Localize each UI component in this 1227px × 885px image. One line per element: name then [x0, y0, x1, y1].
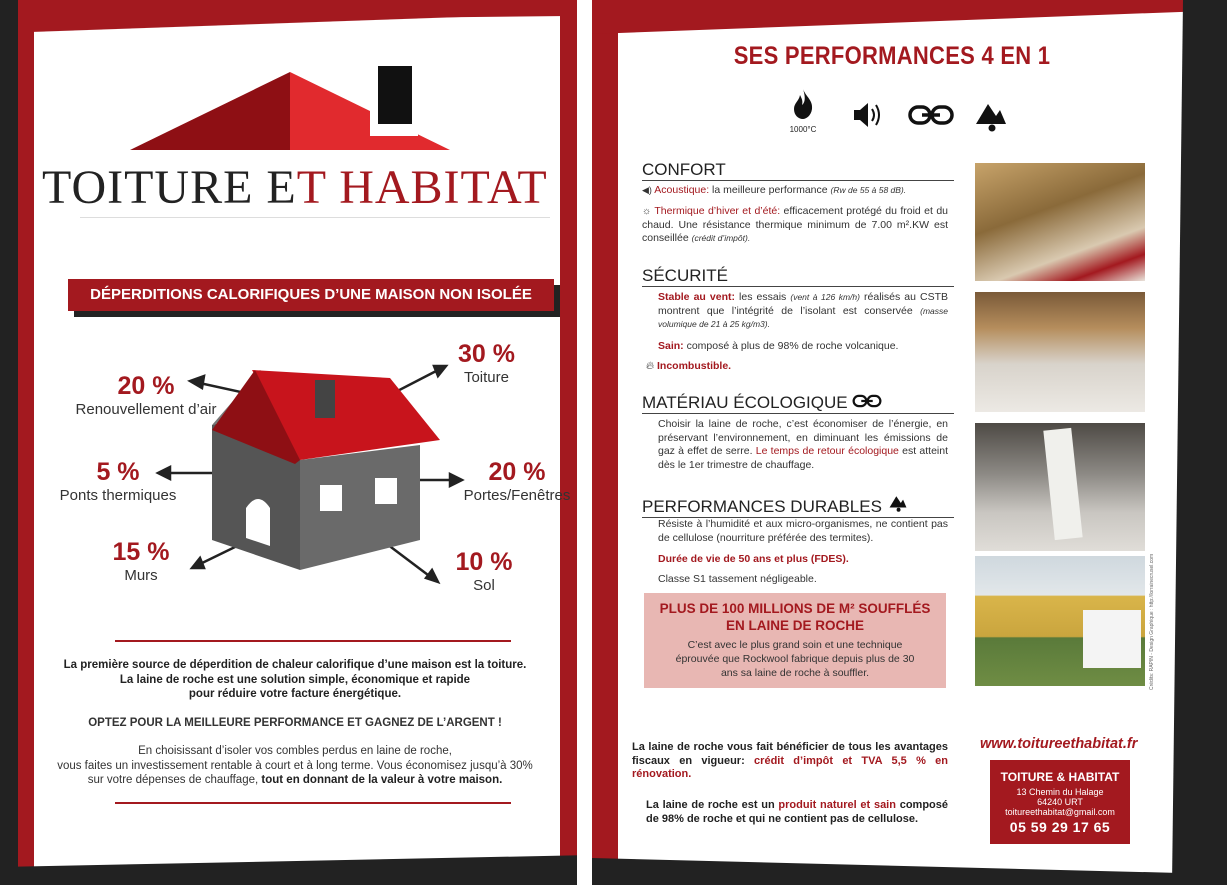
sain-label: Sain: — [658, 340, 684, 352]
stable-note2: (masse volumique de 21 à 25 kg/m3). — [658, 305, 948, 329]
fiscal-text1: La laine de roche vous fait bénéficier de tous les avantages fiscaux en vigueur: — [632, 741, 948, 767]
loss-sol-pct: 10 % — [455, 548, 513, 576]
ecologique-highlight: Le temps de retour écologique — [755, 445, 899, 457]
securite-heading: SÉCURITÉ — [642, 266, 954, 287]
fire-icon-group — [788, 88, 818, 134]
naturel-highlight: produit naturel et sain — [778, 799, 896, 811]
intro-line-1: La première source de déperdition de chaleur calorifique d’une maison est la toiture. — [63, 659, 527, 671]
securite-sain — [658, 340, 948, 354]
acoustique-text: la meilleure performance — [709, 184, 831, 196]
ecologique-text2: est atteint dès le 1er trimestre de chauffage. — [658, 445, 949, 471]
flame-icon — [792, 88, 814, 120]
body-line-2: vous faites un investissement rentable à court et à long terme. Vous économisez jusqu’à 30% — [57, 759, 533, 772]
box-title-line-1: PLUS DE 100 MILLIONS DE M² SOUFFLÉS — [659, 601, 931, 616]
loss-renouvellement-label: Renouvellement d’air — [75, 401, 217, 418]
securite-stable — [658, 291, 948, 332]
fiscal-text — [632, 741, 948, 782]
cta-text: OPTEZ POUR LA MEILLEURE PERFORMANCE ET GAGNEZ DE L’ARGENT ! — [88, 717, 502, 729]
loss-murs-label: Murs — [124, 567, 158, 584]
brand-title-part2: T HABITAT — [296, 161, 548, 214]
van-shape — [1083, 610, 1141, 668]
stable-label: Stable au vent: — [658, 291, 735, 303]
loss-toiture — [458, 340, 515, 386]
stable-text1: les essais — [734, 291, 791, 303]
mountain-icon — [974, 100, 1008, 132]
stable-text2: réalisés au CSTB montrent que l’intégrité de l’isolant est conservée — [658, 291, 949, 317]
sun-snow-icon: ☼ — [642, 206, 652, 217]
right-page-top-frame — [592, 0, 1227, 34]
thermique-note: (crédit d’impôt). — [691, 233, 751, 243]
roof-logo — [130, 60, 450, 156]
left-page — [0, 0, 592, 885]
loss-ponts-pct: 5 % — [96, 458, 140, 486]
chain-link-small-icon — [852, 394, 882, 408]
small-flame-icon: 🔥︎ — [646, 360, 655, 372]
photo-credit: Crédits: RAPIN - Design Graphique : http://lorrainecrusel.com — [1149, 553, 1155, 690]
website-link[interactable]: www.toitureethabitat.fr — [980, 736, 1138, 752]
thermique-label: Thermique d’hiver et d’été: — [654, 205, 781, 217]
intro-line-3: pour réduire votre facture énergétique. — [188, 688, 402, 700]
acoustique-label: Acoustique: — [654, 184, 710, 196]
acoustique-note: (Rw de 55 à 58 dB). — [830, 185, 907, 195]
chain-link-icon — [908, 104, 954, 126]
contact-address-1: 13 Chemin du Halage — [1016, 787, 1104, 797]
contact-address-2: 64240 URT — [1037, 797, 1083, 807]
ecologique-text1: Choisir la laine de roche, c’est économiser de l’énergie, en préservant l’environnement, en diminuant les émissions de gaz à effet de serre. — [658, 418, 948, 457]
house-diagram — [150, 330, 480, 590]
durables-heading — [642, 494, 954, 518]
attic-photo-1 — [975, 163, 1145, 281]
loss-portes-pct: 20 % — [488, 458, 546, 486]
contact-phone[interactable]: 05 59 29 17 65 — [1009, 819, 1111, 835]
confort-acoustique — [642, 184, 948, 198]
rockwool-box — [644, 593, 946, 688]
box-title — [644, 600, 946, 634]
divider-bottom — [115, 802, 511, 804]
bottom-frame — [0, 855, 592, 885]
stable-note1: (vent à 126 km/h) — [790, 292, 860, 302]
title-divider — [80, 217, 550, 218]
brand-title-part1: TOITURE E — [42, 161, 297, 214]
naturel-text — [646, 799, 948, 826]
contact-company: TOITURE & HABITAT — [1000, 770, 1120, 784]
durables-text: Résiste à l’humidité et aux micro-organismes, ne contient pas de cellulose (nourriture préférée des termites). — [658, 518, 948, 544]
loss-portes — [456, 458, 578, 504]
durables-duree: Durée de vie de 50 ans et plus (FDES). — [658, 553, 849, 565]
body-line-1: En choisissant d’isoler vos combles perdus en laine de roche, — [138, 745, 452, 757]
right-page — [592, 0, 1227, 885]
contact-box — [990, 760, 1130, 844]
sain-text: composé à plus de 98% de roche volcanique. — [683, 340, 899, 352]
heat-loss-banner: DÉPERDITIONS CALORIFIQUES D’UNE MAISON NON ISOLÉE — [68, 279, 554, 311]
brand-title — [42, 160, 548, 215]
naturel-text1: La laine de roche est un — [646, 799, 779, 811]
intro-text — [40, 658, 550, 702]
right-page-left-frame — [592, 0, 618, 885]
durables-classe: Classe S1 tassement négligeable. — [658, 573, 817, 585]
loss-renouvellement-pct: 20 % — [117, 372, 175, 400]
right-page-right-frame — [1172, 0, 1227, 885]
sound-icon — [852, 100, 884, 130]
body-line-3-bold: tout en donnant de la valeur à votre maison. — [261, 774, 503, 786]
house-photo — [975, 556, 1145, 686]
contact-email[interactable]: toitureethabitat@gmail.com — [1005, 807, 1115, 817]
loss-renouvellement — [64, 372, 228, 418]
naturel-text2: composé de 98% de roche et qui ne contient pas de cellulose. — [646, 799, 948, 825]
ecologique-heading — [642, 393, 954, 414]
top-band — [0, 0, 592, 34]
body-line-3-plain: sur votre dépenses de chauffage, — [87, 774, 262, 786]
thermique-text: efficacement protégé du froid et du chaud. Une résistance thermique minimum de 7.00 m².KW est conseillée — [642, 205, 948, 244]
loss-sol — [448, 548, 520, 594]
fire-caption: 1000°C — [789, 125, 817, 134]
incombustible-text: Incombustible. — [657, 360, 732, 372]
speaker-icon: ◀) — [642, 185, 652, 195]
divider-top — [115, 640, 511, 642]
durables-heading-text: PERFORMANCES DURABLES — [642, 497, 882, 516]
performances-title: SES PERFORMANCES 4 EN 1 — [733, 42, 1051, 70]
ecologique-text — [658, 418, 948, 472]
measuring-gauge — [1043, 428, 1082, 540]
loss-ponts — [50, 458, 186, 504]
confort-thermique — [642, 205, 948, 246]
attic-photo-2 — [975, 292, 1145, 412]
confort-heading: CONFORT — [642, 160, 954, 181]
loss-murs-pct: 15 % — [112, 538, 170, 566]
fiscal-highlight: crédit d’impôt et TVA 5,5 % en rénovation. — [632, 754, 948, 780]
body-text — [40, 744, 550, 788]
right-page-bottom-frame — [592, 858, 1227, 885]
box-title-line-2: EN LAINE DE ROCHE — [725, 618, 864, 633]
attic-photo-3 — [975, 423, 1145, 551]
loss-toiture-label: Toiture — [463, 369, 509, 386]
box-text: C’est avec le plus grand soin et une technique éprouvée que Rockwool fabrique depuis plus de 30 ans sa laine de roche à souffler. — [675, 639, 915, 679]
loss-murs — [104, 538, 178, 584]
mountain-small-icon — [887, 494, 909, 512]
loss-ponts-label: Ponts thermiques — [59, 487, 177, 504]
body-line-3 — [40, 773, 550, 788]
left-edge — [0, 0, 18, 885]
loss-toiture-pct: 30 % — [458, 340, 515, 368]
ecologique-heading-text: MATÉRIAU ÉCOLOGIQUE — [642, 393, 848, 412]
loss-portes-label: Portes/Fenêtres — [463, 487, 571, 504]
securite-incombustible — [646, 360, 946, 374]
loss-sol-label: Sol — [473, 577, 495, 594]
intro-line-2: La laine de roche est une solution simple, économique et rapide — [119, 673, 471, 686]
